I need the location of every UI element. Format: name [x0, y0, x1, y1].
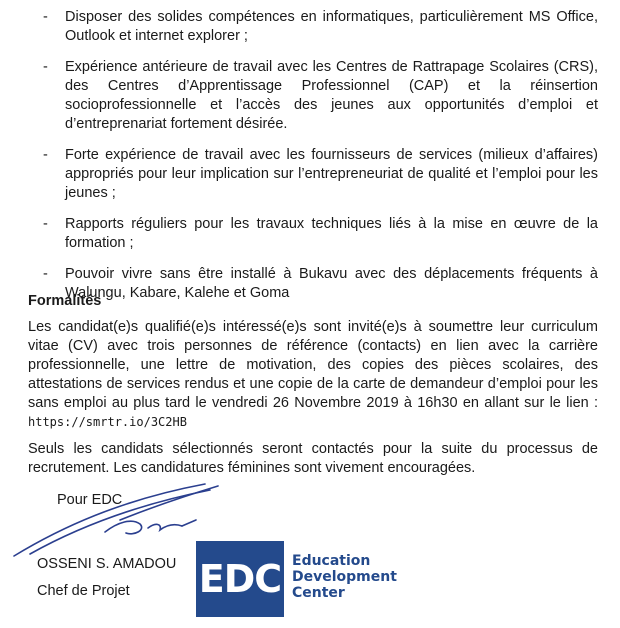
list-item-text: Pouvoir vivre sans être installé à Bukavu avec des déplacements fréquents à Walungu, Kabare, Kalehe et Goma — [65, 266, 598, 301]
signer-name: OSSENI S. AMADOU — [37, 556, 177, 572]
list-item-text: Expérience antérieure de travail avec les Centres de Rattrapage Scolaires (CRS), des Centres d’Apprentissage Professionnel (CAP) et la réinsertion socioprofessionnelle et l’accès des jeunes aux opportunités d’emploi et d’entreprenariat fortement désirée. — [65, 59, 598, 132]
bullet-marker: - — [43, 59, 48, 75]
requirements-list — [43, 8, 598, 315]
instructions-text: Les candidat(e)s qualifié(e)s intéressé(e)s sont invité(e)s à soumettre leur curriculum vitae (CV) avec trois personnes de référence (contacts) en lien avec la carrière professionnelle, une lettre de motivation, des copies des pièces scolaires, des attestations de services rendus et une copie de la carte de demandeur d’emploi pour les sans emploi au plus tard le vendredi 26 Novembre 2019 à 16h30 en allant sur le lien : — [28, 319, 598, 411]
list-item — [43, 58, 598, 134]
list-item-text: Disposer des solides compétences en informatiques, particulièrement MS Office, Outlook et internet explorer ; — [65, 9, 598, 44]
organization-name-line: Education — [292, 553, 371, 569]
application-link[interactable]: https://smrtr.io/3C2HB — [28, 415, 187, 429]
selection-notice: Seuls les candidats sélectionnés seront contactés pour la suite du processus de recrutement. Les candidatures féminines sont vivement encouragées. — [28, 441, 598, 476]
signature-for: Pour EDC — [57, 492, 123, 508]
organization-name — [292, 553, 422, 601]
bullet-marker: - — [43, 216, 48, 232]
list-item — [43, 215, 598, 253]
list-item — [43, 8, 598, 46]
section-title-formalites: Formalités — [28, 293, 102, 309]
list-item-text: Forte expérience de travail avec les fournisseurs de services (milieux d’affaires) appropriés pour leur implication sur l’entrepreneuriat de qualité et l’emploi pour les jeunes ; — [65, 147, 598, 201]
organization-name-line: Center — [292, 585, 345, 601]
bullet-marker: - — [43, 147, 48, 163]
bullet-marker: - — [43, 9, 48, 25]
list-item — [43, 265, 598, 303]
organization-name-line: Development — [292, 569, 397, 585]
logo-acronym: EDC — [198, 557, 282, 601]
application-instructions — [28, 318, 598, 432]
list-item — [43, 146, 598, 203]
signer-role: Chef de Projet — [37, 583, 130, 599]
list-item-text: Rapports réguliers pour les travaux techniques liés à la mise en œuvre de la formation ; — [65, 216, 598, 251]
bullet-marker: - — [43, 266, 48, 282]
edc-logo — [196, 541, 284, 617]
